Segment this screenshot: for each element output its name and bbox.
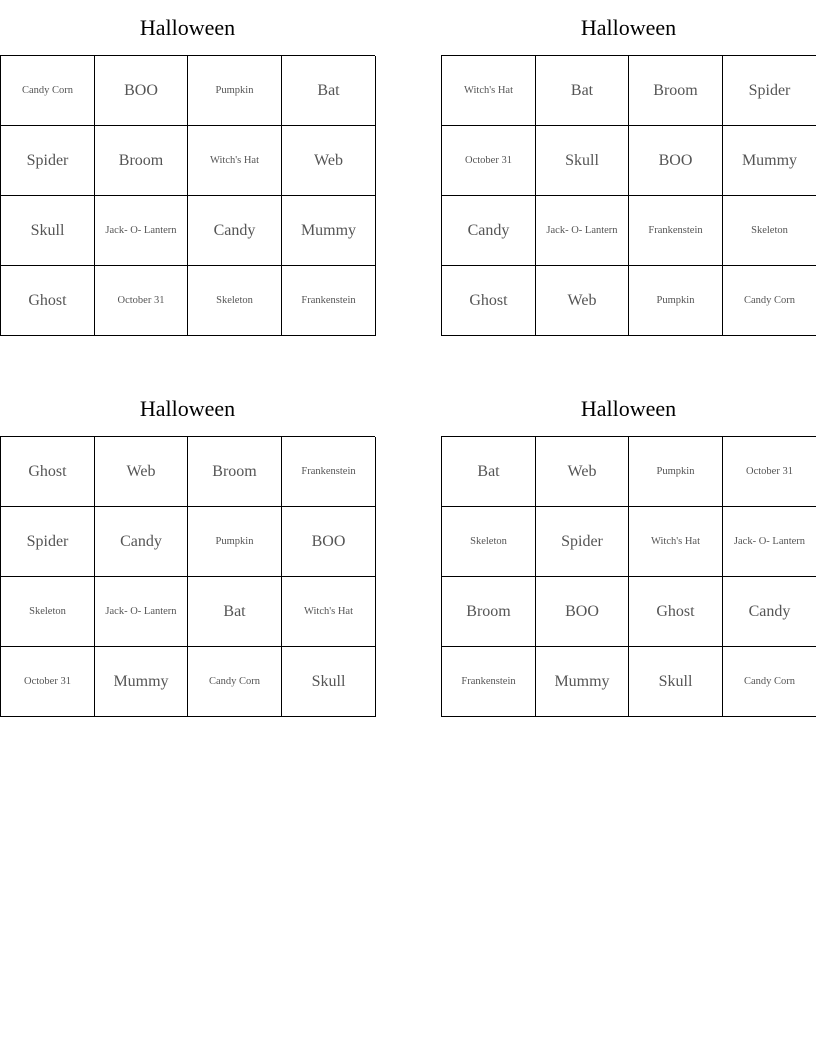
bingo-grid — [441, 436, 816, 717]
grid-cell: Spider — [1, 507, 95, 577]
grid-cell: Skeleton — [442, 507, 536, 577]
bingo-grid — [441, 55, 816, 336]
grid-cell: Skeleton — [723, 196, 816, 266]
grid-cell: Skull — [536, 126, 629, 196]
grid-cell: Spider — [536, 507, 629, 577]
grid-cell: Pumpkin — [188, 507, 282, 577]
grid-cell: Broom — [95, 126, 188, 196]
grid-cell: October 31 — [95, 266, 188, 336]
grid-cell: Skeleton — [1, 577, 95, 647]
grid-cell: BOO — [95, 56, 188, 126]
grid-cell: Skull — [629, 647, 723, 717]
bingo-card-2 — [441, 0, 816, 336]
grid-cell: Witch's Hat — [442, 56, 536, 126]
grid-cell: Witch's Hat — [282, 577, 376, 647]
grid-cell: Web — [536, 266, 629, 336]
grid-cell: Web — [95, 437, 188, 507]
grid-cell: Pumpkin — [629, 266, 723, 336]
grid-cell: Jack- O- Lantern — [723, 507, 816, 577]
grid-cell: October 31 — [723, 437, 816, 507]
grid-cell: Candy Corn — [1, 56, 95, 126]
grid-cell: Candy — [188, 196, 282, 266]
grid-cell: Frankenstein — [282, 437, 376, 507]
grid-cell: Spider — [1, 126, 95, 196]
grid-cell: Candy Corn — [188, 647, 282, 717]
grid-cell: Skeleton — [188, 266, 282, 336]
grid-cell: Candy Corn — [723, 647, 816, 717]
grid-cell: Mummy — [282, 196, 376, 266]
grid-cell: October 31 — [442, 126, 536, 196]
grid-cell: Candy — [442, 196, 536, 266]
grid-cell: Web — [536, 437, 629, 507]
grid-cell: Broom — [442, 577, 536, 647]
grid-cell: Jack- O- Lantern — [536, 196, 629, 266]
card-title: Halloween — [139, 15, 236, 40]
grid-cell: Ghost — [629, 577, 723, 647]
grid-cell: Candy — [723, 577, 816, 647]
grid-cell: Web — [282, 126, 376, 196]
grid-cell: Mummy — [95, 647, 188, 717]
grid-cell: Witch's Hat — [629, 507, 723, 577]
grid-cell: Frankenstein — [442, 647, 536, 717]
grid-cell: Mummy — [723, 126, 816, 196]
grid-cell: Skull — [1, 196, 95, 266]
grid-cell: Frankenstein — [629, 196, 723, 266]
grid-cell: BOO — [629, 126, 723, 196]
grid-cell: Bat — [536, 56, 629, 126]
grid-cell: Bat — [442, 437, 536, 507]
card-title: Halloween — [580, 396, 677, 421]
bingo-card-3 — [0, 381, 375, 717]
grid-cell: Skull — [282, 647, 376, 717]
card-title: Halloween — [580, 15, 677, 40]
grid-cell: Frankenstein — [282, 266, 376, 336]
card-title: Halloween — [139, 396, 236, 421]
grid-cell: Bat — [188, 577, 282, 647]
grid-cell: October 31 — [1, 647, 95, 717]
grid-cell: Jack- O- Lantern — [95, 577, 188, 647]
grid-cell: Broom — [188, 437, 282, 507]
grid-cell: BOO — [536, 577, 629, 647]
grid-cell: Spider — [723, 56, 816, 126]
grid-cell: Ghost — [1, 266, 95, 336]
grid-cell: Witch's Hat — [188, 126, 282, 196]
grid-cell: Pumpkin — [188, 56, 282, 126]
grid-cell: Candy Corn — [723, 266, 816, 336]
grid-cell: Mummy — [536, 647, 629, 717]
bingo-card-4 — [441, 381, 816, 717]
grid-cell: Bat — [282, 56, 376, 126]
grid-cell: Candy — [95, 507, 188, 577]
bingo-grid — [0, 436, 375, 717]
grid-cell: Broom — [629, 56, 723, 126]
grid-cell: Ghost — [1, 437, 95, 507]
grid-cell: Pumpkin — [629, 437, 723, 507]
grid-cell: BOO — [282, 507, 376, 577]
bingo-card-1 — [0, 0, 375, 336]
grid-cell: Ghost — [442, 266, 536, 336]
bingo-grid — [0, 55, 375, 336]
grid-cell: Jack- O- Lantern — [95, 196, 188, 266]
